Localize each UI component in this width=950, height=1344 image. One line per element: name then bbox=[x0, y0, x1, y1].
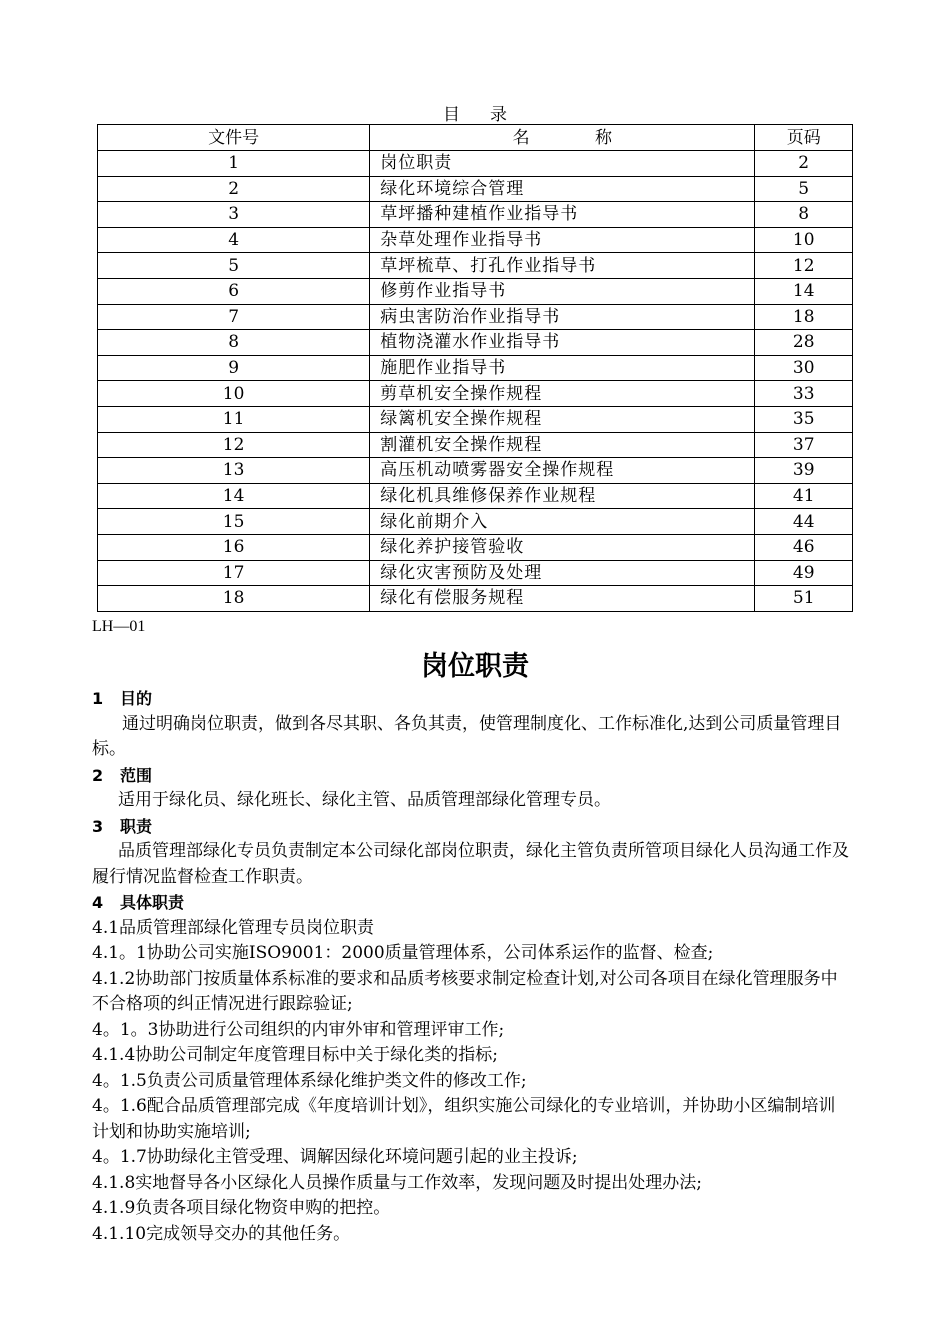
duties-list bbox=[92, 916, 852, 1248]
duty-item: 4.1.2协助部门按质量体系标准的要求和品质考核要求制定检查计划,对公司各项目在绿化管理服务中不合格项的纠正情况进行跟踪验证; bbox=[92, 968, 838, 1014]
document-code: LH—01 bbox=[92, 618, 146, 635]
toc-cell-no: 16 bbox=[98, 534, 370, 560]
toc-cell-page: 41 bbox=[755, 483, 853, 509]
toc-cell-no: 10 bbox=[98, 381, 370, 407]
toc-row bbox=[98, 330, 853, 356]
toc-cell-no: 7 bbox=[98, 304, 370, 330]
toc-row bbox=[98, 355, 853, 381]
toc-cell-name: 修剪作业指导书 bbox=[370, 278, 755, 304]
toc-cell-page: 18 bbox=[755, 304, 853, 330]
toc-row bbox=[98, 278, 853, 304]
toc-cell-no: 13 bbox=[98, 458, 370, 484]
toc-cell-name: 绿化环境综合管理 bbox=[370, 176, 755, 202]
toc-cell-no: 5 bbox=[98, 253, 370, 279]
toc-header-page: 页码 bbox=[755, 125, 853, 151]
toc-cell-page: 28 bbox=[755, 330, 853, 356]
toc-cell-page: 30 bbox=[755, 355, 853, 381]
toc-cell-name: 绿化机具维修保养作业规程 bbox=[370, 483, 755, 509]
toc-row bbox=[98, 432, 853, 458]
toc-row bbox=[98, 304, 853, 330]
toc-cell-page: 33 bbox=[755, 381, 853, 407]
toc-cell-no: 3 bbox=[98, 202, 370, 228]
toc-cell-no: 15 bbox=[98, 509, 370, 535]
toc-cell-name: 杂草处理作业指导书 bbox=[370, 227, 755, 253]
toc-title: 目录 bbox=[443, 105, 537, 125]
toc-row bbox=[98, 227, 853, 253]
section-heading: 2 范围 bbox=[92, 765, 153, 785]
toc-cell-name: 绿化前期介入 bbox=[370, 509, 755, 535]
toc-cell-no: 8 bbox=[98, 330, 370, 356]
toc-body bbox=[98, 151, 853, 612]
toc-cell-page: 14 bbox=[755, 278, 853, 304]
toc-row bbox=[98, 560, 853, 586]
duty-item: 4。1.7协助绿化主管受理、调解因绿化环境问题引起的业主投诉; bbox=[92, 1147, 578, 1167]
duty-item: 4.1.10完成领导交办的其他任务。 bbox=[92, 1223, 351, 1244]
section-body: 适用于绿化员、绿化班长、绿化主管、品质管理部绿化管理专员。 bbox=[118, 790, 611, 810]
toc-cell-page: 44 bbox=[755, 509, 853, 535]
toc-cell-name: 绿化养护接管验收 bbox=[370, 534, 755, 560]
toc-cell-page: 46 bbox=[755, 534, 853, 560]
section-heading: 4 具体职责 bbox=[92, 893, 185, 912]
toc-cell-page: 39 bbox=[755, 458, 853, 484]
toc-cell-name: 剪草机安全操作规程 bbox=[370, 381, 755, 407]
toc-cell-name: 施肥作业指导书 bbox=[370, 355, 755, 381]
toc-cell-page: 49 bbox=[755, 560, 853, 586]
toc-cell-no: 14 bbox=[98, 483, 370, 509]
toc-cell-page: 10 bbox=[755, 227, 853, 253]
toc-row bbox=[98, 202, 853, 228]
toc-row bbox=[98, 586, 853, 612]
section-heading: 3 职责 bbox=[92, 816, 153, 836]
toc-cell-name: 病虫害防治作业指导书 bbox=[370, 304, 755, 330]
toc-header-no: 文件号 bbox=[98, 125, 370, 151]
toc-cell-no: 18 bbox=[98, 586, 370, 612]
toc-cell-name: 绿化有偿服务规程 bbox=[370, 586, 755, 612]
toc-cell-no: 17 bbox=[98, 560, 370, 586]
duty-item: 4。1.5负责公司质量管理体系绿化维护类文件的修改工作; bbox=[92, 1070, 527, 1091]
toc-cell-name: 草坪播种建植作业指导书 bbox=[370, 202, 755, 228]
toc-cell-name: 高压机动喷雾器安全操作规程 bbox=[370, 458, 755, 484]
toc-cell-name: 草坪梳草、打孔作业指导书 bbox=[370, 253, 755, 279]
toc-cell-page: 37 bbox=[755, 432, 853, 458]
duty-item: 4.1.4协助公司制定年度管理目标中关于绿化类的指标; bbox=[92, 1045, 498, 1065]
toc-cell-no: 11 bbox=[98, 406, 370, 432]
toc-row bbox=[98, 381, 853, 407]
toc-row bbox=[98, 253, 853, 279]
toc-cell-page: 12 bbox=[755, 253, 853, 279]
toc-cell-no: 9 bbox=[98, 355, 370, 381]
toc-cell-no: 1 bbox=[98, 151, 370, 177]
toc-row bbox=[98, 458, 853, 484]
duty-item: 4。1。3协助进行公司组织的内审外审和管理评审工作; bbox=[92, 1019, 505, 1040]
page-title: 岗位职责 bbox=[421, 651, 529, 682]
toc-cell-page: 2 bbox=[755, 151, 853, 177]
duty-item: 4.1.8实地督导各小区绿化人员操作质量与工作效率，发现问题及时提出处理办法; bbox=[92, 1172, 702, 1193]
section-body: 通过明确岗位职责，做到各尽其职、各负其责，使管理制度化、工作标准化,达到公司质量管理目标。 bbox=[92, 713, 842, 759]
toc-cell-page: 5 bbox=[755, 176, 853, 202]
duty-item: 4.1.9负责各项目绿化物资申购的把控。 bbox=[92, 1198, 391, 1218]
section-heading: 1 目的 bbox=[92, 689, 153, 708]
duty-item: 4.1。1协助公司实施ISO9001：2000质量管理体系，公司体系运作的监督、检查; bbox=[92, 943, 714, 963]
toc-cell-page: 51 bbox=[755, 586, 853, 612]
toc-cell-no: 4 bbox=[98, 227, 370, 253]
toc-row bbox=[98, 406, 853, 432]
duty-item: 4.1品质管理部绿化管理专员岗位职责 bbox=[92, 917, 375, 938]
toc-header-row bbox=[98, 125, 853, 151]
toc-header-name: 名 称 bbox=[370, 125, 755, 151]
toc-row bbox=[98, 534, 853, 560]
toc-cell-name: 岗位职责 bbox=[370, 151, 755, 177]
toc-cell-name: 割灌机安全操作规程 bbox=[370, 432, 755, 458]
toc-table bbox=[97, 124, 853, 612]
toc-cell-page: 8 bbox=[755, 202, 853, 228]
toc-cell-no: 2 bbox=[98, 176, 370, 202]
toc-cell-name: 绿篱机安全操作规程 bbox=[370, 406, 755, 432]
toc-row bbox=[98, 176, 853, 202]
toc-cell-no: 12 bbox=[98, 432, 370, 458]
toc-cell-name: 植物浇灌水作业指导书 bbox=[370, 330, 755, 356]
toc-row bbox=[98, 483, 853, 509]
toc-cell-name: 绿化灾害预防及处理 bbox=[370, 560, 755, 586]
toc-row bbox=[98, 509, 853, 535]
section-body: 品质管理部绿化专员负责制定本公司绿化部岗位职责，绿化主管负责所管项目绿化人员沟通工作及履行情况监督检查工作职责。 bbox=[92, 841, 849, 887]
toc-row bbox=[98, 151, 853, 177]
document-content bbox=[92, 686, 852, 1247]
duty-item: 4。1.6配合品质管理部完成《年度培训计划》，组织实施公司绿化的专业培训，并协助小区编制培训计划和协助实施培训; bbox=[92, 1096, 836, 1142]
toc-cell-no: 6 bbox=[98, 278, 370, 304]
toc-cell-page: 35 bbox=[755, 406, 853, 432]
